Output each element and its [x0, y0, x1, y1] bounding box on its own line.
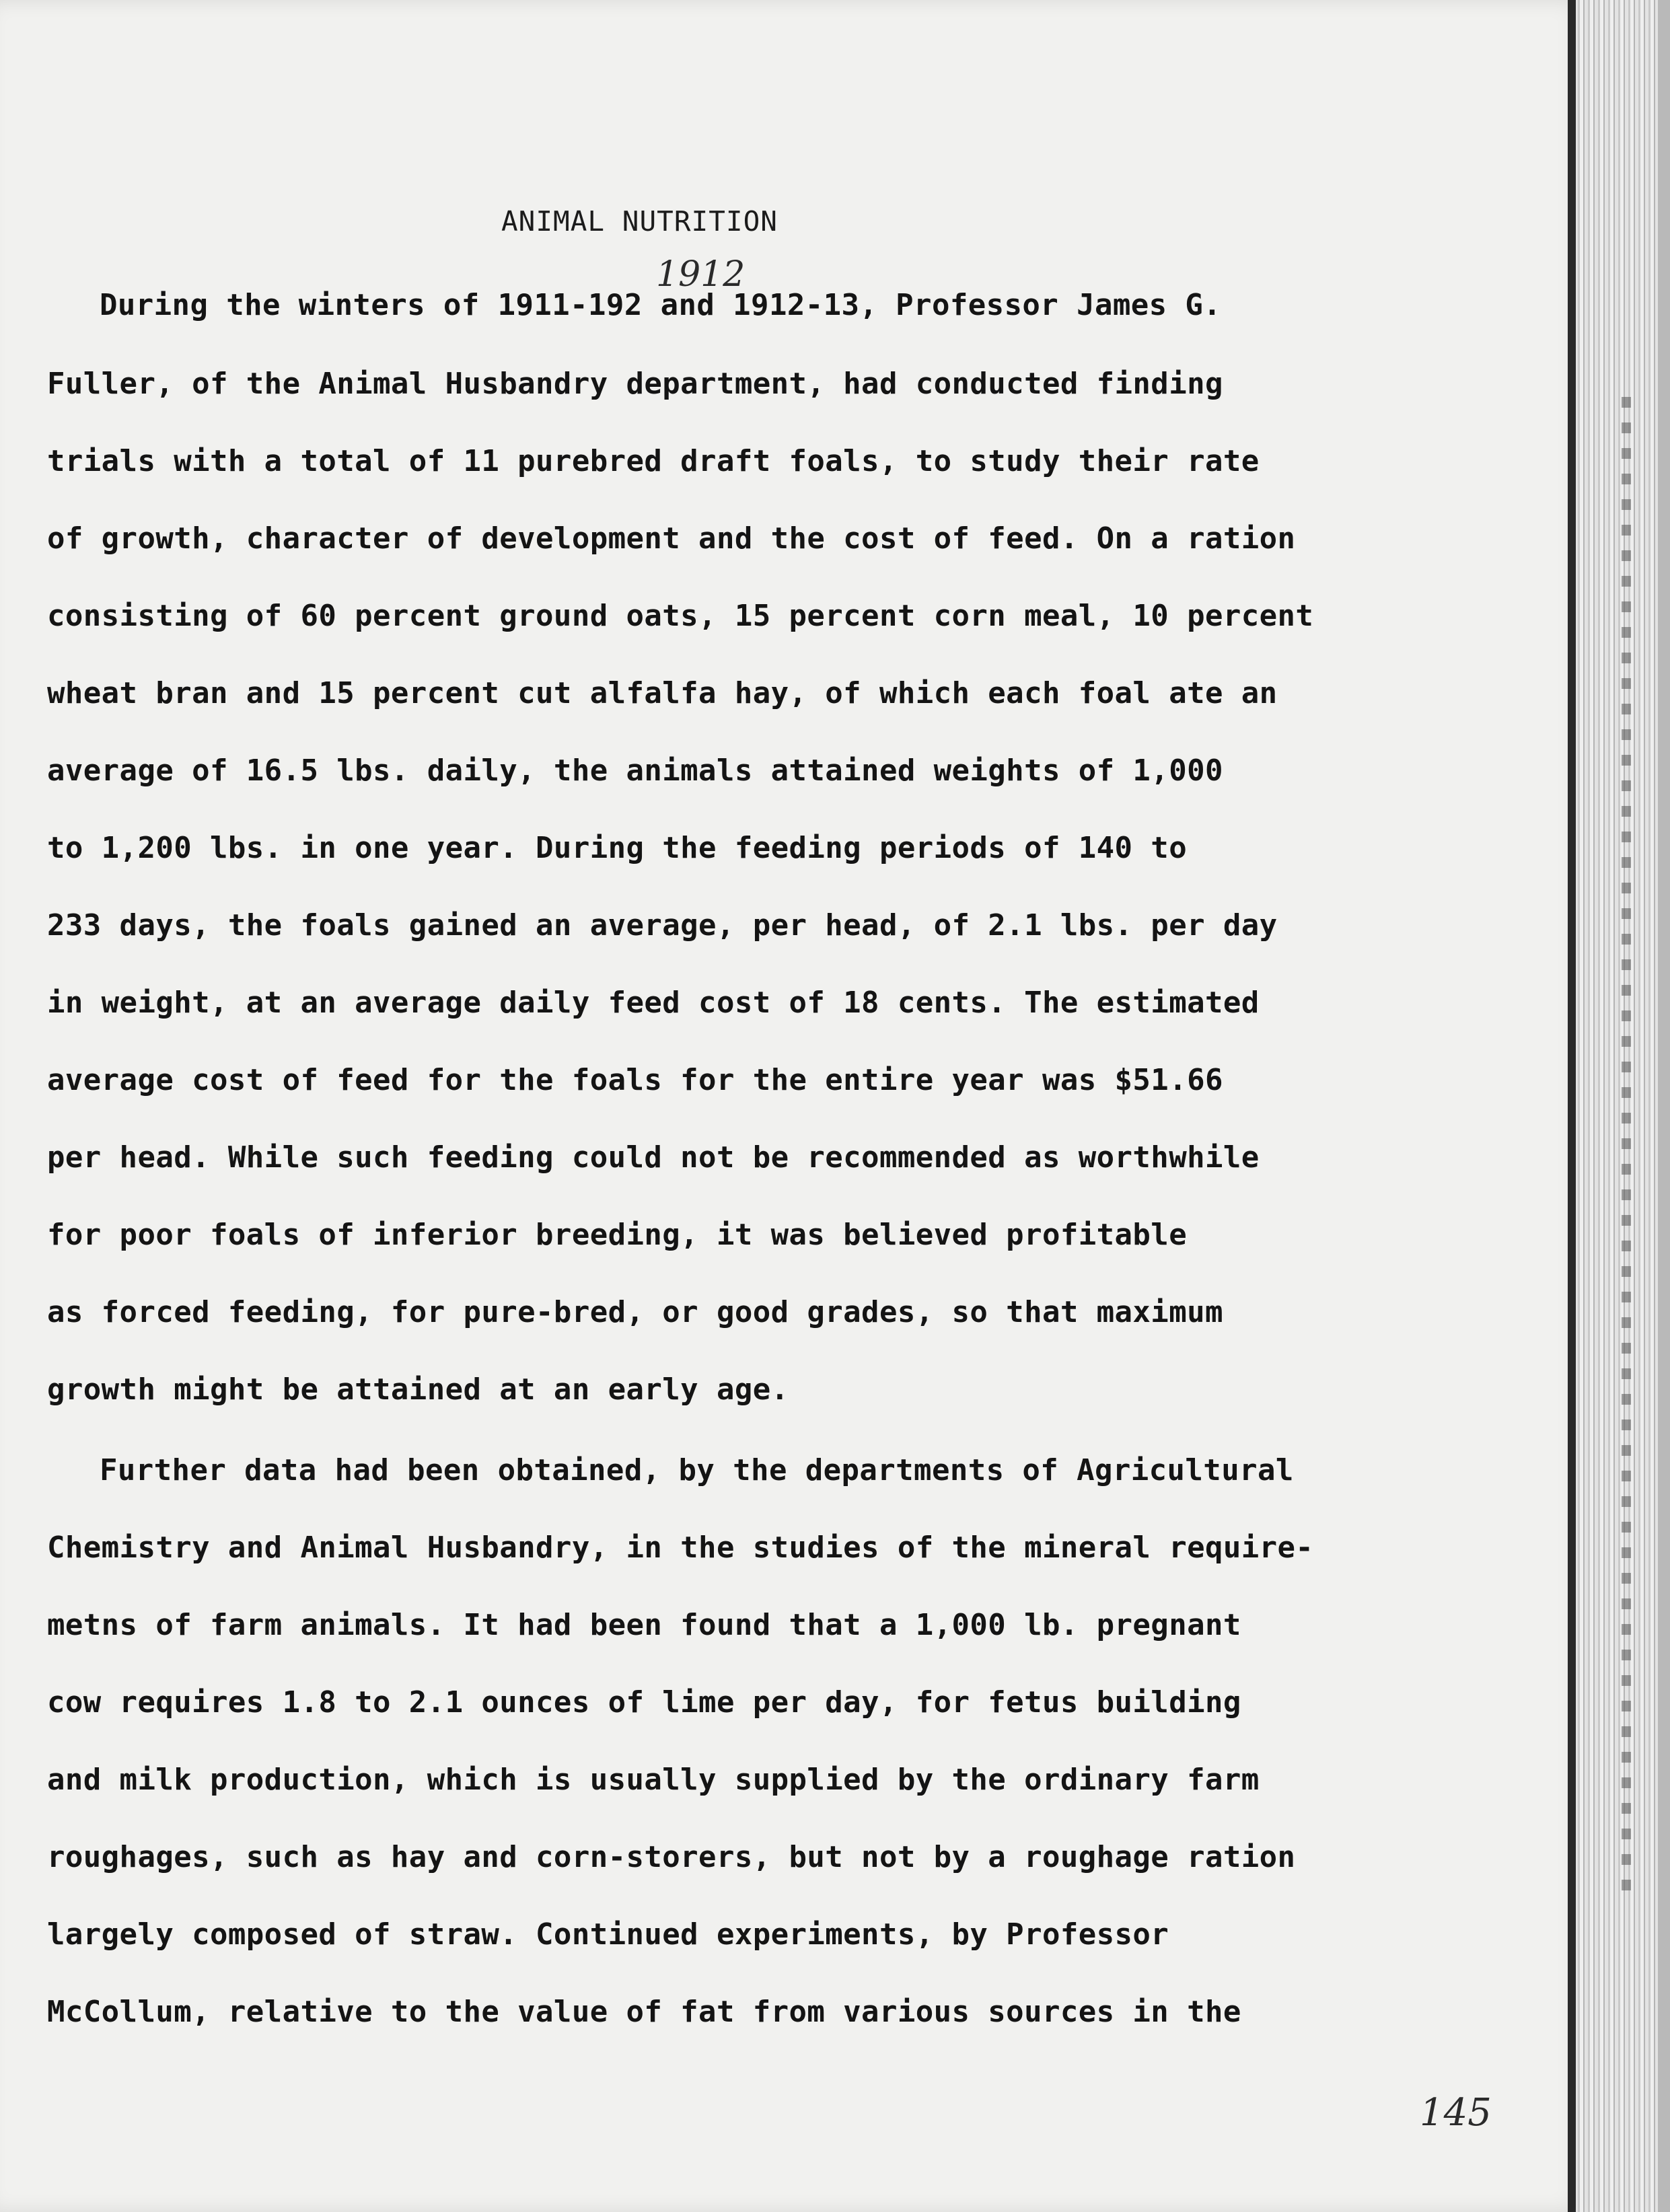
- spine-mark: [1622, 397, 1631, 1904]
- text-line: in weight, at an average daily feed cost of 18 cents. The estimated: [47, 986, 1260, 1020]
- text-line: Further data had been obtained, by the departments of Agricultural: [100, 1453, 1294, 1487]
- text-line: 233 days, the foals gained an average, per head, of 2.1 lbs. per day: [47, 908, 1278, 943]
- text-line: Fuller, of the Animal Husbandry department, had conducted finding: [47, 367, 1223, 401]
- text-line: and milk production, which is usually supplied by the ordinary farm: [47, 1763, 1260, 1797]
- page-title: ANIMAL NUTRITION: [501, 205, 778, 237]
- text-line: trials with a total of 11 purebred draft foals, to study their rate: [47, 444, 1260, 478]
- book-page-edges: [1568, 0, 1670, 2212]
- text-line: During the winters of 1911-192 and 1912-13, Professor James G.: [100, 288, 1222, 322]
- text-line: for poor foals of inferior breeding, it was believed profitable: [47, 1218, 1188, 1252]
- text-line: growth might be attained at an early age.: [47, 1372, 789, 1407]
- text-line: roughages, such as hay and corn-storers, but not by a roughage ration: [47, 1840, 1296, 1874]
- text-line: average of 16.5 lbs. daily, the animals attained weights of 1,000: [47, 753, 1223, 788]
- text-line: McCollum, relative to the value of fat from various sources in the: [47, 1995, 1241, 2029]
- text-line: average cost of feed for the foals for the entire year was $51.66: [47, 1063, 1223, 1097]
- page-number: 145: [1420, 2091, 1492, 2135]
- text-line: metns of farm animals. It had been found that a 1,000 lb. pregnant: [47, 1608, 1241, 1642]
- text-line: per head. While such feeding could not be recommended as worthwhile: [47, 1140, 1260, 1175]
- text-line: as forced feeding, for pure-bred, or good grades, so that maximum: [47, 1295, 1223, 1329]
- handwritten-annotation: 1912: [656, 254, 746, 295]
- text-line: largely composed of straw. Continued experiments, by Professor: [47, 1917, 1169, 1952]
- text-line: cow requires 1.8 to 2.1 ounces of lime per day, for fetus building: [47, 1685, 1241, 1720]
- text-line: wheat bran and 15 percent cut alfalfa hay, of which each foal ate an: [47, 676, 1278, 710]
- text-line: to 1,200 lbs. in one year. During the feeding periods of 140 to: [47, 831, 1188, 865]
- text-line: of growth, character of development and the cost of feed. On a ration: [47, 521, 1296, 556]
- text-line: Chemistry and Animal Husbandry, in the studies of the mineral require-: [47, 1531, 1314, 1565]
- text-line: consisting of 60 percent ground oats, 15 percent corn meal, 10 percent: [47, 599, 1314, 633]
